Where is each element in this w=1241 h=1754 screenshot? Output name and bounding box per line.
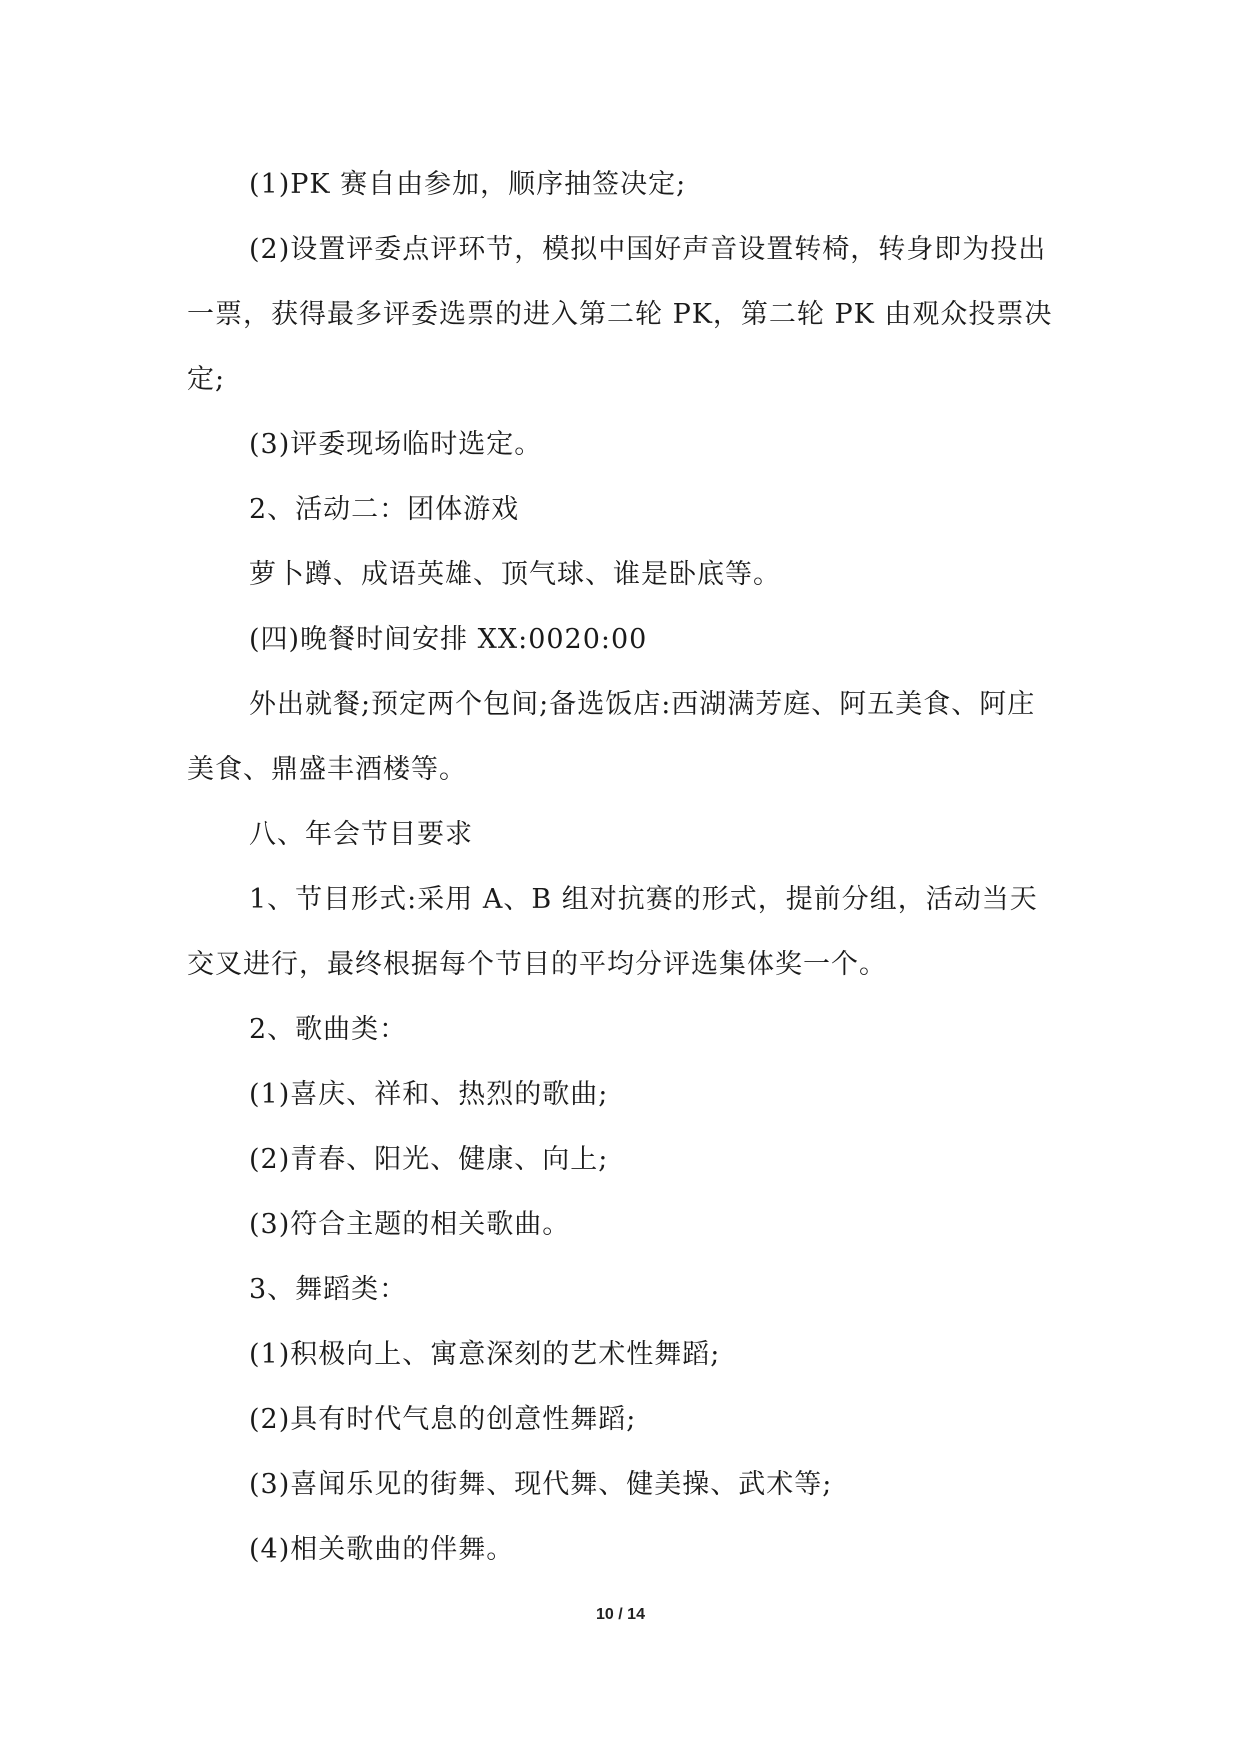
- heading-activity-two: 2、活动二：团体游戏: [249, 494, 520, 525]
- list-item-song-3: (3)符合主题的相关歌曲。: [249, 1209, 571, 1240]
- paragraph-judges-voting: (2)设置评委点评环节，模拟中国好声音设置转椅，转身即为投出一票，获得最多评委选票的进入第二轮 PK，第二轮 PK 由观众投票决定;: [187, 234, 1053, 395]
- heading-program-requirements: 八、年会节目要求: [249, 819, 473, 850]
- list-item-dance-1: (1)积极向上、寓意深刻的艺术性舞蹈;: [249, 1339, 721, 1370]
- paragraph-judges-selection: (3)评委现场临时选定。: [249, 429, 543, 460]
- document-body: [187, 152, 1057, 1582]
- heading-songs: 2、歌曲类：: [249, 1014, 408, 1045]
- paragraph-group-games: 萝卜蹲、成语英雄、顶气球、谁是卧底等。: [249, 559, 781, 590]
- heading-dance: 3、舞蹈类：: [249, 1274, 408, 1305]
- list-item-song-2: (2)青春、阳光、健康、向上;: [249, 1144, 609, 1175]
- list-item-dance-3: (3)喜闻乐见的街舞、现代舞、健美操、武术等;: [249, 1469, 833, 1500]
- heading-dinner-time: (四)晚餐时间安排 XX:0020:00: [249, 624, 648, 655]
- page-number: 10 / 14: [596, 1606, 645, 1623]
- list-item-dance-2: (2)具有时代气息的创意性舞蹈;: [249, 1404, 637, 1435]
- paragraph-program-format: 1、节目形式:采用 A、B 组对抗赛的形式，提前分组，活动当天交叉进行，最终根据每个节目的平均分评选集体奖一个。: [187, 884, 1038, 980]
- list-item-song-1: (1)喜庆、祥和、热烈的歌曲;: [249, 1079, 609, 1110]
- paragraph-dinner-arrangement: 外出就餐;预定两个包间;备选饭店:西湖满芳庭、阿五美食、阿庄美食、鼎盛丰酒楼等。: [187, 689, 1036, 785]
- paragraph-pk-rules: (1)PK 赛自由参加，顺序抽签决定;: [249, 169, 687, 200]
- list-item-dance-4: (4)相关歌曲的伴舞。: [249, 1534, 515, 1565]
